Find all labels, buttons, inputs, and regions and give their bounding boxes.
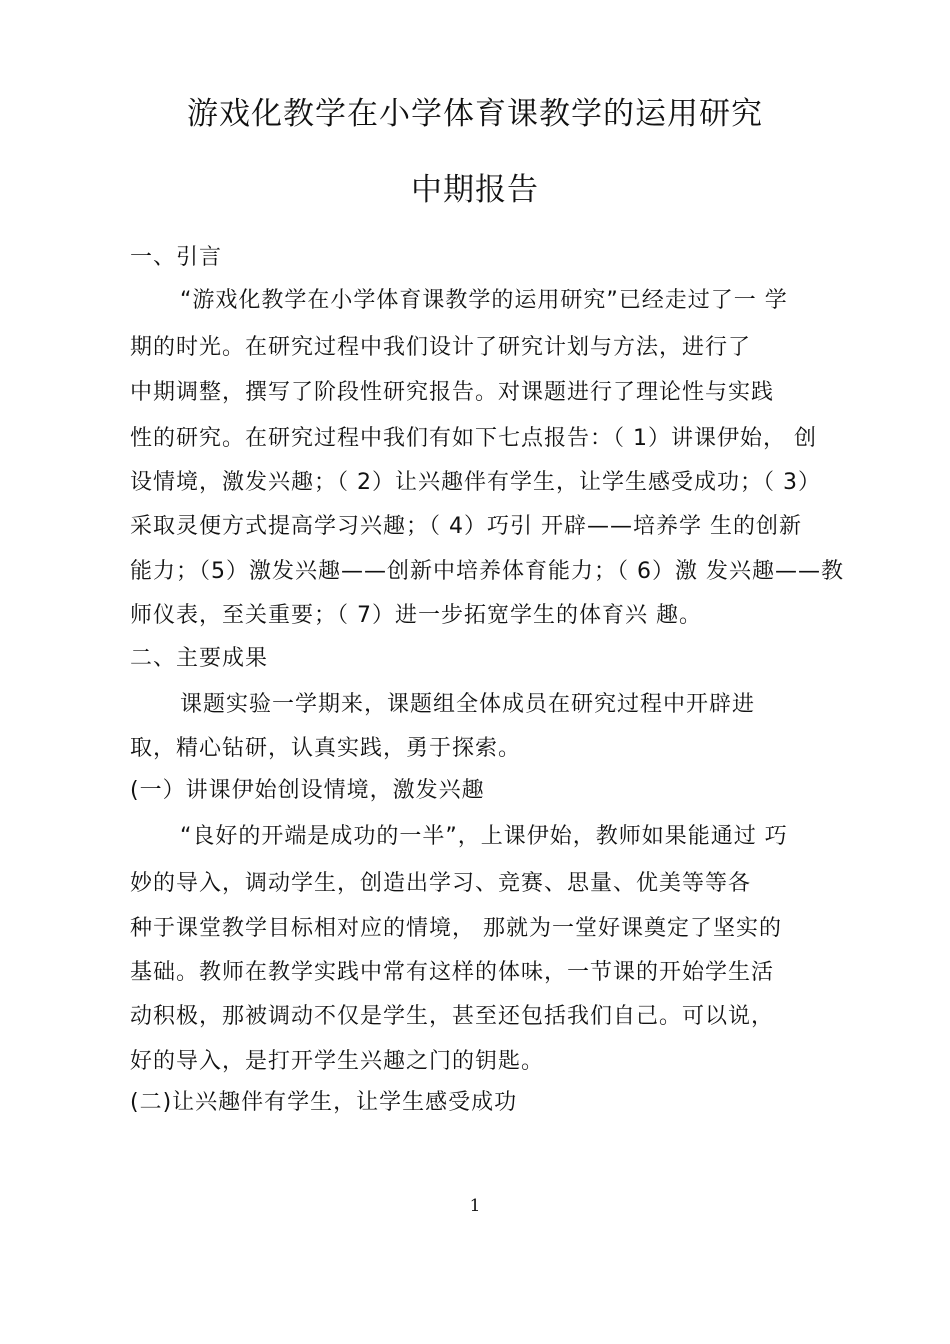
intro-paragraph-line: “游戏化教学在小学体育课教学的运用研究”已经走过了一 学 xyxy=(180,288,788,313)
intro-paragraph-line: 采取灵便方式提高学习兴趣；（ 4）巧引 开辟——培养学 生的创新 xyxy=(130,514,802,539)
intro-paragraph-line: 师仪表，至关重要；（ 7）进一步拓宽学生的体育兴 趣。 xyxy=(130,603,702,628)
subsection-1-paragraph-line: 动积极，那被调动不仅是学生，甚至还包括我们自己。可以说， xyxy=(130,1004,775,1029)
subsection-heading-1: (一）讲课伊始创设情境，激发兴趣 xyxy=(130,778,485,803)
subsection-1-paragraph-line: 妙的导入，调动学生，创造出学习、竞赛、思量、优美等等各 xyxy=(130,871,752,896)
document-title: 游戏化教学在小学体育课教学的运用研究 xyxy=(187,96,763,132)
section-heading-main-results: 二、主要成果 xyxy=(130,646,269,671)
subsection-1-paragraph-line: 基础。教师在教学实践中常有这样的体味，一节课的开始学生活 xyxy=(130,960,775,985)
subsection-1-paragraph-line: “良好的开端是成功的一半”，上课伊始，教师如果能通过 巧 xyxy=(180,824,788,849)
page-number: 1 xyxy=(469,1196,481,1216)
results-paragraph-line: 取，精心钻研，认真实践，勇于探索。 xyxy=(130,736,522,761)
subsection-1-paragraph-line: 好的导入，是打开学生兴趣之门的钥匙。 xyxy=(130,1049,545,1074)
subsection-heading-2: (二)让兴趣伴有学生，让学生感受成功 xyxy=(130,1090,518,1115)
intro-paragraph-line: 期的时光。在研究过程中我们设计了研究计划与方法，进行了 xyxy=(130,335,752,360)
section-heading-introduction: 一、引言 xyxy=(130,245,223,270)
document-subtitle: 中期报告 xyxy=(411,172,539,208)
subsection-1-paragraph-line: 种于课堂教学目标相对应的情境， 那就为一堂好课奠定了坚实的 xyxy=(130,916,782,941)
intro-paragraph-line: 性的研究。在研究过程中我们有如下七点报告：（ 1）讲课伊始， 创 xyxy=(130,426,817,451)
results-paragraph-line: 课题实验一学期来，课题组全体成员在研究过程中开辟进 xyxy=(180,692,756,717)
intro-paragraph-line: 中期调整，撰写了阶段性研究报告。对课题进行了理论性与实践 xyxy=(130,380,775,405)
intro-paragraph-line: 能力；（5）激发兴趣——创新中培养体育能力；（ 6）激 发兴趣——教 xyxy=(130,559,844,584)
intro-paragraph-line: 设情境，激发兴趣；（ 2）让兴趣伴有学生，让学生感受成功；（ 3） xyxy=(130,470,821,495)
